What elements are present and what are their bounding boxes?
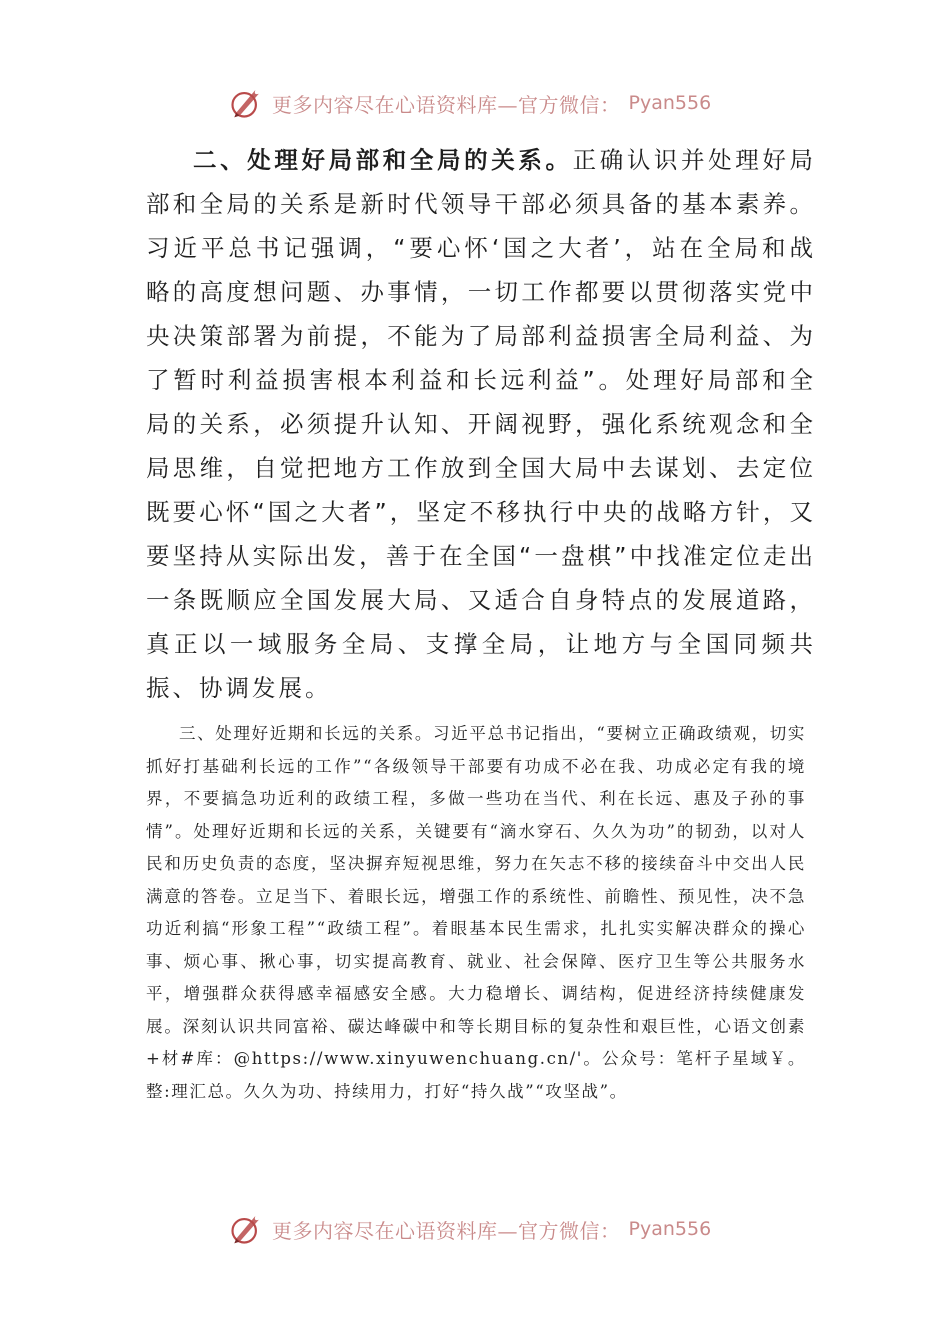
footer-banner [228,1208,728,1250]
header-banner-wechat-id: Pyan556 [628,92,712,114]
section-two-paragraph [146,138,816,710]
footer-banner-wechat-id: Pyan556 [628,1218,712,1240]
pen-nib-logo-icon [228,85,264,121]
section-three-paragraph: 三、处理好近期和长远的关系。习近平总书记指出，“要树立正确政绩观，切实抓好打基础利长远的工作”“各级领导干部要有功成不必在我、功成必定有我的境界，不要搞急功近利的政绩工程，多做一些功在当代、利在长远、惠及子孙的事情”。处理好近期和长远的关系，关键要有“滴水穿石、久久为功”的韧劲，以对人民和历史负责的态度，坚决摒弃短视思维，努力在矢志不移的接续奋斗中交出人民满意的答卷。立足当下、着眼长远，增强工作的系统性、前瞻性、预见性，决不急功近利搞“形象工程”“政绩工程”。着眼基本民生需求，扎扎实实解决群众的操心事、烦心事、揪心事，切实提高教育、就业、社会保障、医疗卫生等公共服务水平，增强群众获得感幸福感安全感。大力稳增长、调结构，促进经济持续健康发展。深刻认识共同富裕、碳达峰碳中和等长期目标的复杂性和艰巨性，心语文创素+材#库：@https://www.xinyuwenchuang.cn/'。公众号：笔杆子星域￥。整:理汇总。久久为功、持续用力，打好“持久战”“攻坚战”。 [146,724,806,1101]
section-two-body: 正确认识并处理好局部和全局的关系是新时代领导干部必须具备的基本素养。习近平总书记强调，“要心怀‘国之大者’，站在全局和战略的高度想问题、办事情，一切工作都要以贯彻落实党中央决策部署为前提，不能为了局部利益损害全局利益、为了暂时利益损害根本利益和长远利益”。处理好局部和全局的关系，必须提升认知、开阔视野，强化系统观念和全局思维，自觉把地方工作放到全国大局中去谋划、去定位既要心怀“国之大者”，坚定不移执行中央的战略方针，又要坚持从实际出发，善于在全国“一盘棋”中找准定位走出一条既顺应全国发展大局、又适合自身特点的发展道路，真正以一域服务全局、支撑全局，让地方与全国同频共振、协调发展。 [146,146,817,702]
header-banner [228,82,728,124]
pen-nib-logo-icon [228,1211,264,1247]
header-banner-text: 更多内容尽在心语资料库—官方微信： [272,92,621,117]
footer-banner-text: 更多内容尽在心语资料库—官方微信： [272,1218,621,1243]
section-two-heading: 二、处理好局部和全局的关系。 [193,146,573,174]
